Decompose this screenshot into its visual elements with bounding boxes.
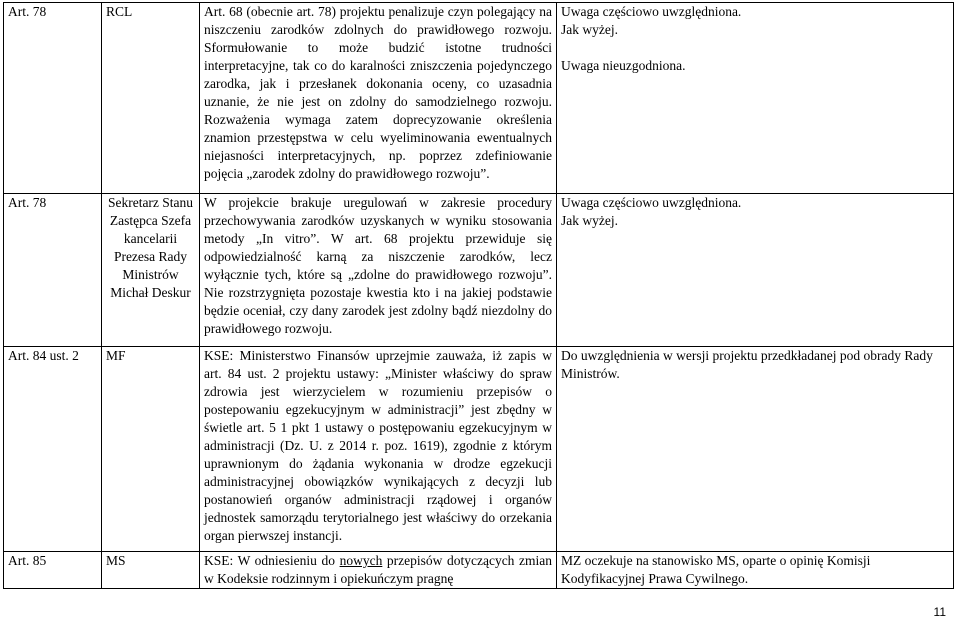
comments-table bbox=[3, 2, 954, 589]
page-number: 11 bbox=[933, 605, 946, 619]
comment-text: przepisów dotyczących zmian w Kodeksie rodzinnym i opiekuńczym pragnę bbox=[204, 553, 552, 586]
comment-cell: W projekcie brakuje uregulowań w zakresie procedury przechowywania zarodków uzyskanych w wyniku stosowania metody „In vitro”. W art. 68 projektu przewiduje się odpowiedzialność karną za niszczenie zarodków, lecz wyłącznie tych, które są „zdolne do prawidłowego rozwoju”. Nie rozstrzygnięta pozostaje kwestia kto i na jakiej podstawie będzie oceniał, czy dany zarodek jest zdolny bądź niezdolny do prawidłowego rozwoju. bbox=[200, 194, 557, 347]
response-line: Jak wyżej. bbox=[561, 213, 618, 228]
comment-cell: Art. 68 (obecnie art. 78) projektu penalizuje czyn polegający na niszczeniu zarodków zdolnych do prawidłowego rozwoju. Sformułowanie to może budzić istotne trudności interpretacyjne, tak co do karalności zniszczenia pojedynczego zarodka, jak i przesłanek dokonania oceny, co uzasadnia uznanie, że nie jest on zdolny do samodzielnego rozwoju. Rozważenia wymaga zatem doprecyzowanie określenia znamion przestępstwa w celu wyeliminowania ewentualnych niejasności interpretacyjnych, np. poprzez zdefiniowanie pojęcia „zarodek zdolny do prawidłowego rozwoju”. bbox=[200, 3, 557, 194]
table-row bbox=[4, 347, 954, 552]
comment-cell bbox=[200, 552, 557, 589]
author-cell: MF bbox=[102, 347, 200, 552]
response-line: Uwaga częściowo uwzględniona. bbox=[561, 4, 742, 19]
article-cell: Art. 84 ust. 2 bbox=[4, 347, 102, 552]
article-cell: Art. 78 bbox=[4, 194, 102, 347]
table-row bbox=[4, 552, 954, 589]
article-cell: Art. 78 bbox=[4, 3, 102, 194]
author-cell: MS bbox=[102, 552, 200, 589]
author-cell: RCL bbox=[102, 3, 200, 194]
underlined-word: nowych bbox=[339, 553, 383, 568]
response-cell: Do uwzględnienia w wersji projektu przedkładanej pod obrady Rady Ministrów. bbox=[557, 347, 954, 552]
response-cell: MZ oczekuje na stanowisko MS, oparte o opinię Komisji Kodyfikacyjnej Prawa Cywilnego. bbox=[557, 552, 954, 589]
response-line bbox=[561, 39, 949, 57]
comment-text: KSE: W odniesieniu do bbox=[204, 553, 340, 568]
table-row bbox=[4, 194, 954, 347]
table-row bbox=[4, 3, 954, 194]
author-cell: Sekretarz Stanu Zastępca Szefa kancelarii Prezesa Rady Ministrów Michał Deskur bbox=[102, 194, 200, 347]
response-line: Uwaga nieuzgodniona. bbox=[561, 58, 686, 73]
response-cell bbox=[557, 194, 954, 347]
response-cell bbox=[557, 3, 954, 194]
response-line: Jak wyżej. bbox=[561, 22, 618, 37]
comment-cell: KSE: Ministerstwo Finansów uprzejmie zauważa, iż zapis w art. 84 ust. 2 projektu ustawy: „Minister właściwy do spraw zdrowia jest wierzycielem w rozumieniu przepisów o postepowaniu egzekucyjnym w administracji” jest zbędny w świetle art. 5 1 pkt 1 ustawy o postępowaniu egzekucyjnym w administracji (Dz. U. z 2014 r. poz. 1619), zgodnie z którym uprawnionym do żądania wykonania w drodze egzekucji administracyjnej obowiązków wynikających z decyzji lub postanowień organów administracji rządowej i organów jednostek samorządu terytorialnego jest właściwy do orzekania organ pierwszej instancji. bbox=[200, 347, 557, 552]
article-cell: Art. 85 bbox=[4, 552, 102, 589]
response-line: Uwaga częściowo uwzględniona. bbox=[561, 195, 742, 210]
